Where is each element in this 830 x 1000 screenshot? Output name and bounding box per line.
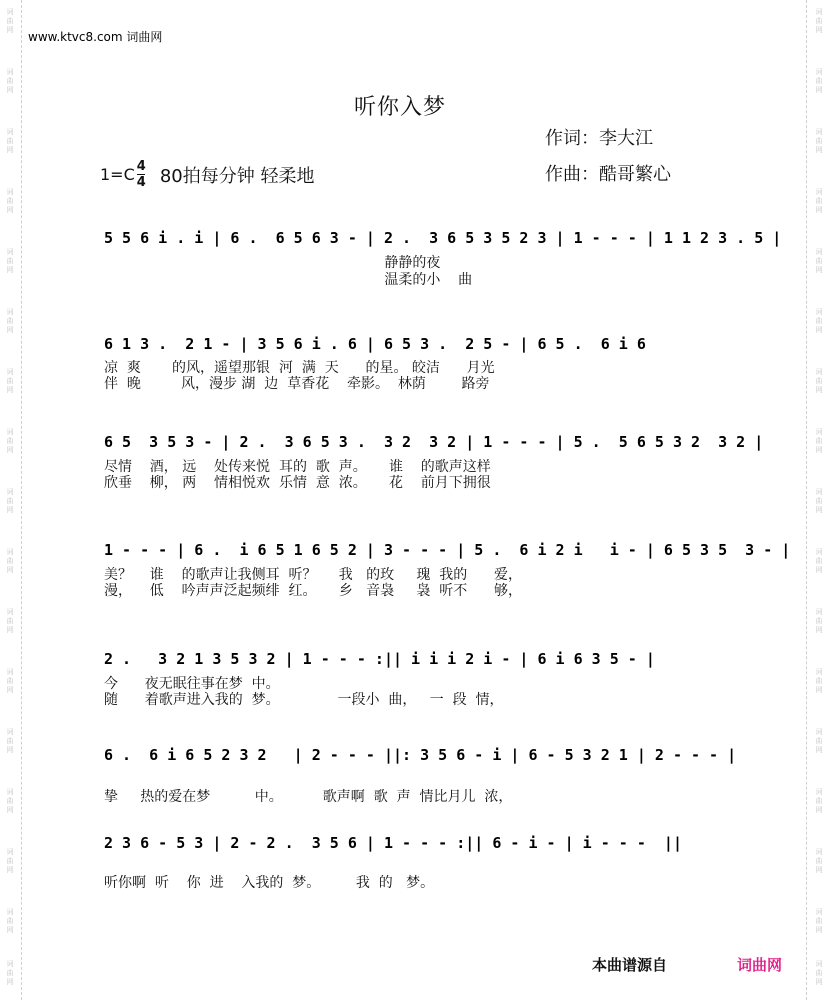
lyric-verse1-line-1: 静静的夜 — [104, 255, 441, 271]
watermark: 词 曲 网 — [6, 668, 14, 694]
page-border-right — [806, 0, 807, 1000]
lyric-verse2-line-4: 漫， 低 吟声声泛起频绯 红。 乡 音袅 袅 听不 够， — [104, 583, 522, 599]
watermark: 词 曲 网 — [6, 428, 14, 454]
key-signature: 1=C — [100, 165, 135, 184]
lyric-verse1-line-5: 今 夜无眠往事在梦 中。 — [104, 676, 280, 692]
notation-line-4: 1 - - - | 6 . i 6 5 1 6 5 2 | 3 - - - | 5 . 6 i 2 i i - | 6 5 3 5 3 - | — [104, 541, 791, 559]
site-logo[interactable]: 词曲网 — [737, 956, 783, 974]
composer: 作曲：酷哥繁心 — [545, 164, 671, 185]
lyric-verse2-line-2: 伴 晚 风，漫步 湖 边 草香花 牵影。 林荫 路旁 — [104, 376, 490, 392]
watermark: 词 曲 网 — [815, 668, 823, 694]
lyricist: 作词：李大江 — [545, 128, 653, 149]
watermark: 词 曲 网 — [815, 308, 823, 334]
lyric-verse2-line-1: 温柔的小 曲 — [104, 272, 473, 288]
watermark: 词 曲 网 — [815, 608, 823, 634]
watermark: 词 曲 网 — [6, 908, 14, 934]
watermark: 词 曲 网 — [6, 128, 14, 154]
watermark: 词 曲 网 — [6, 788, 14, 814]
notation-line-1: 5 5 6 i . i | 6 . 6 5 6 3 - | 2 . 3 6 5 3 5 2 3 | 1 - - - | 1 1 2 3 . 5 | — [104, 229, 782, 247]
watermark: 词 曲 网 — [6, 608, 14, 634]
watermark: 词 曲 网 — [6, 368, 14, 394]
watermark: 词 曲 网 — [6, 848, 14, 874]
watermark: 词 曲 网 — [815, 848, 823, 874]
key-signature-block — [100, 160, 314, 189]
lyric-verse1-line-7: 听你啊 听 你 进 入我的 梦。 我 的 梦。 — [104, 875, 435, 891]
watermark: 词 曲 网 — [6, 960, 14, 986]
lyric-verse1-line-3: 尽情 酒， 远 处传来悦 耳的 歌 声。 谁 的歌声这样 — [104, 459, 491, 475]
lyric-verse1-line-6: 挚 热的爱在梦 中。 歌声啊 歌 声 情比月儿 浓， — [104, 789, 513, 805]
watermark: 词 曲 网 — [815, 248, 823, 274]
watermark: 词 曲 网 — [815, 68, 823, 94]
watermark: 词 曲 网 — [815, 128, 823, 154]
watermark-column-left — [1, 0, 19, 1000]
watermark: 词 曲 网 — [815, 368, 823, 394]
watermark: 词 曲 网 — [815, 960, 823, 986]
lyric-verse2-line-5: 随 着歌声进入我的 梦。 一段小 曲， 一 段 情， — [104, 692, 504, 708]
watermark: 词 曲 网 — [815, 8, 823, 34]
watermark: 词 曲 网 — [815, 188, 823, 214]
lyric-verse2-line-3: 欣垂 柳， 两 情相悦欢 乐情 意 浓。 花 前月下拥很 — [104, 475, 491, 491]
watermark: 词 曲 网 — [815, 488, 823, 514]
notation-line-7: 2 3 6 - 5 3 | 2 - 2 . 3 5 6 | 1 - - - :|| 6 - i - | i - - - || — [104, 834, 682, 852]
watermark: 词 曲 网 — [815, 428, 823, 454]
song-title: 听你入梦 — [353, 95, 446, 120]
watermark: 词 曲 网 — [6, 68, 14, 94]
notation-line-3: 6 5 3 5 3 - | 2 . 3 6 5 3 . 3 2 3 2 | 1 - - - | 5 . 5 6 5 3 2 3 2 | — [104, 433, 764, 451]
watermark: 词 曲 网 — [6, 488, 14, 514]
source-label: 本曲谱源自 — [592, 956, 668, 974]
watermark-column-right — [810, 0, 828, 1000]
lyric-verse1-line-4: 美？ 谁 的歌声让我侧耳 听？ 我 的玫 瑰 我的 爱， — [104, 567, 522, 583]
lyric-verse1-line-2: 凉 爽 的风，遥望那银 河 满 天 的星。 皎洁 月光 — [104, 360, 495, 376]
notation-line-6: 6 . 6 i 6 5 2 3 2 | 2 - - - ||: 3 5 6 - i | 6 - 5 3 2 1 | 2 - - - | — [104, 746, 737, 764]
watermark: 词 曲 网 — [815, 788, 823, 814]
notation-line-5: 2 . 3 2 1 3 5 3 2 | 1 - - - :|| i i i 2 i - | 6 i 6 3 5 - | — [104, 650, 655, 668]
time-signature-top: 4 — [136, 159, 146, 174]
watermark: 词 曲 网 — [815, 908, 823, 934]
watermark: 词 曲 网 — [815, 548, 823, 574]
watermark: 词 曲 网 — [6, 308, 14, 334]
tempo-marking: 80拍每分钟 轻柔地 — [159, 165, 315, 187]
watermark: 词 曲 网 — [6, 188, 14, 214]
time-signature-bottom: 4 — [136, 175, 146, 190]
time-signature — [137, 160, 146, 189]
watermark: 词 曲 网 — [6, 248, 14, 274]
watermark: 词 曲 网 — [6, 548, 14, 574]
site-url[interactable]: www.ktvc8.com 词曲网 — [28, 30, 163, 44]
page-border-left — [21, 0, 22, 1000]
watermark: 词 曲 网 — [6, 8, 14, 34]
notation-line-2: 6 1 3 . 2 1 - | 3 5 6 i . 6 | 6 5 3 . 2 5 - | 6 5 . 6 i 6 — [104, 335, 646, 353]
watermark: 词 曲 网 — [6, 728, 14, 754]
watermark: 词 曲 网 — [815, 728, 823, 754]
